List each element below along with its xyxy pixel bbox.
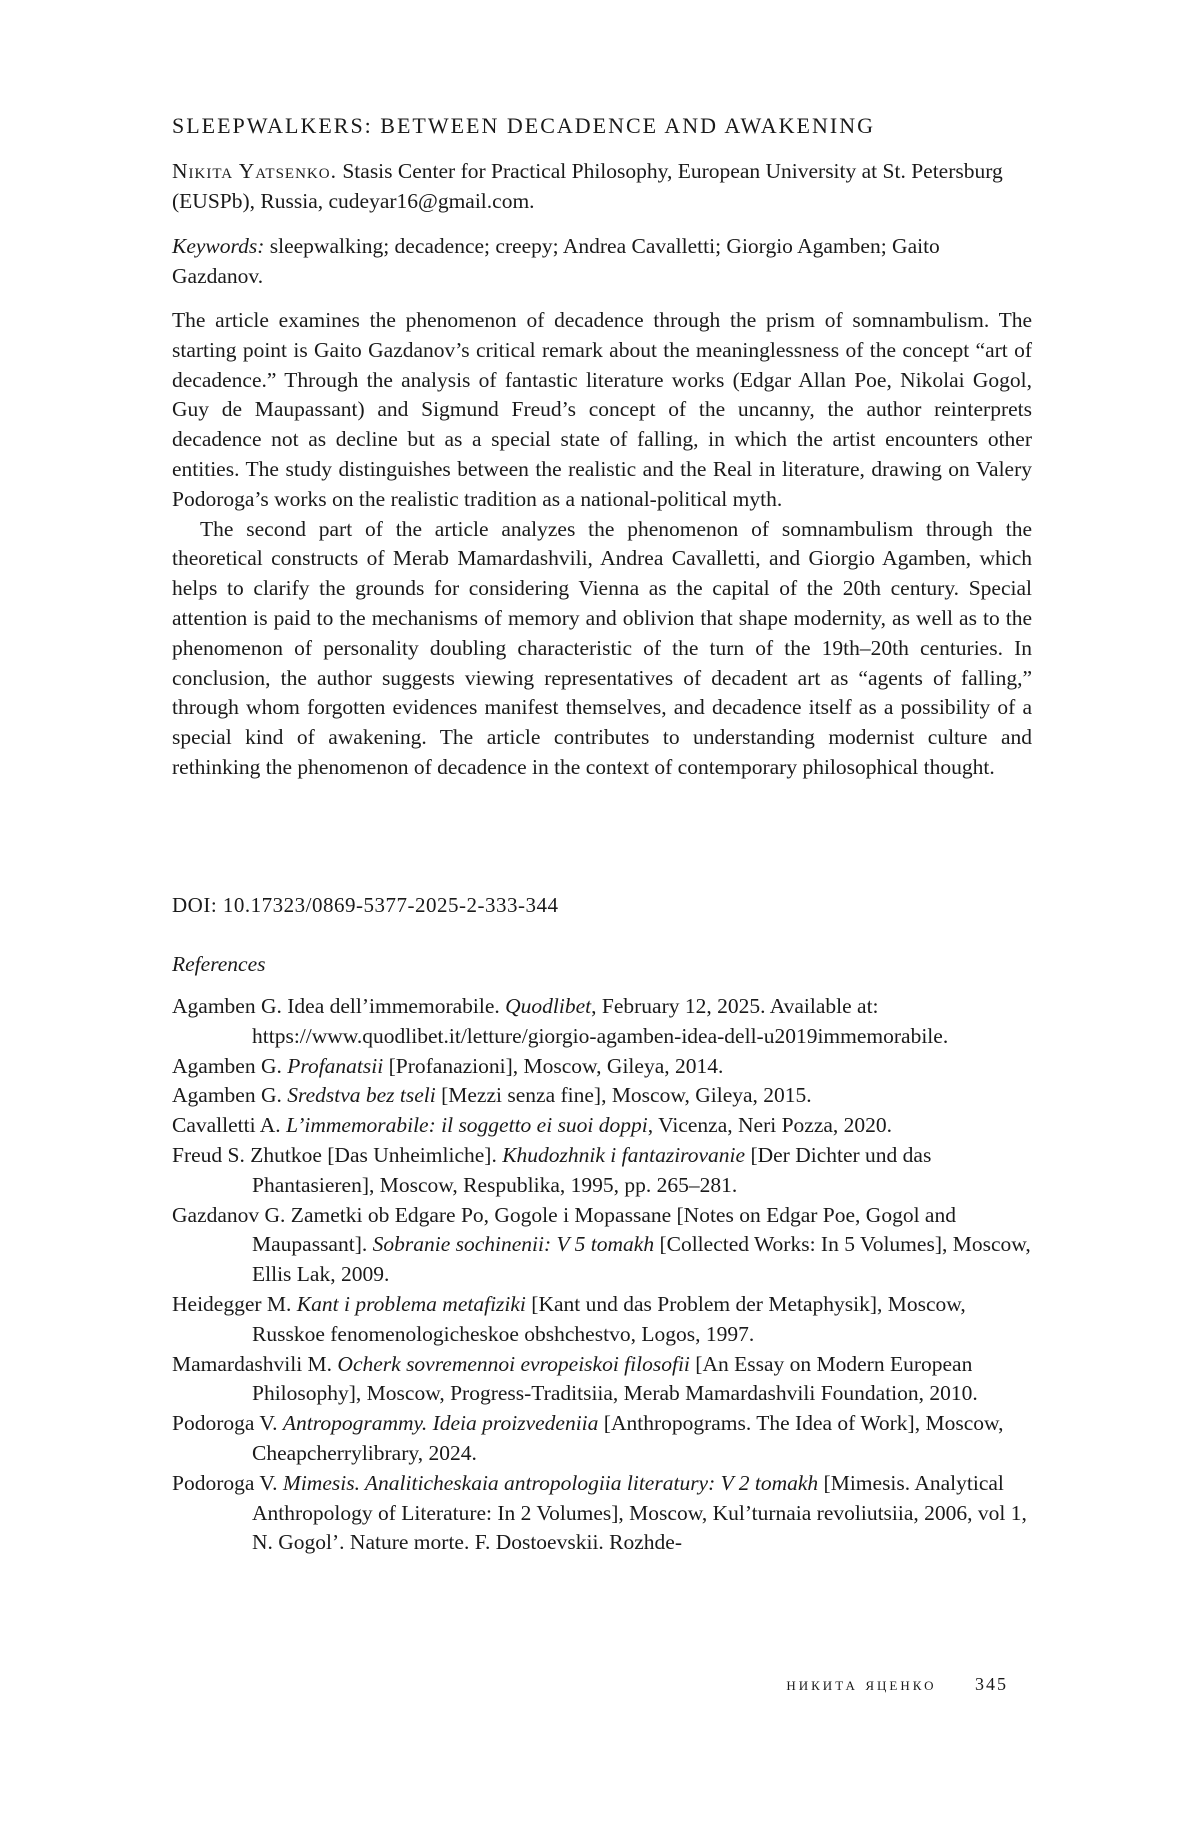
author-affiliation: Stasis Center for Practical Philosophy, European University at St. Petersburg (EUSPb), Russia, cudeyar16@gmail.com. bbox=[172, 159, 1003, 213]
keywords-text: sleepwalking; decadence; creepy; Andrea Cavalletti; Giorgio Agamben; Gaito Gazdanov. bbox=[172, 234, 940, 288]
reference-item: Mamardashvili M. Ocherk sovremennoi evropeiskoi filosofii [An Essay on Modern European Philosophy], Moscow, Progress-Traditsiia, Merab Mamardashvili Foundation, 2010. bbox=[172, 1351, 978, 1406]
reference-item: Agamben G. Sredstva bez tseli [Mezzi senza fine], Moscow, Gileya, 2015. bbox=[172, 1083, 812, 1108]
reference-item: Agamben G. Profanatsii [Profanazioni], Moscow, Gileya, 2014. bbox=[172, 1053, 724, 1078]
reference-item: Podoroga V. Mimesis. Analiticheskaia antropologiia literatury: V 2 tomakh [Mimesis. Analytical Anthropology of Literature: In 2 Volumes], Moscow, Kul’turnaia revoliutsiia, 2006, vol 1, N. Gogol’. Nature morte. F. Dostoevskii. Rozhde- bbox=[172, 1470, 1027, 1555]
abstract-paragraph: The second part of the article analyzes the phenomenon of somnambulism through the theoretical constructs of Merab Mamardashvili, Andrea Cavalletti, and Giorgio Agamben, which helps to clarify the grounds for considering Vienna as the capital of the 20th century. Special attention is paid to the mechanisms of memory and oblivion that shape modernity, as well as to the phenomenon of personality doubling characteristic of the turn of the 19th–20th centuries. In conclusion, the author suggests viewing representatives of decadent art as “agents of falling,” through whom forgotten evidences manifest themselves, and decadence itself as a possibility of a special kind of awakening. The article contributes to understanding modernist culture and rethinking the phenomenon of decadence in the context of contemporary philosophical thought. bbox=[172, 516, 1032, 779]
abstract-paragraph: The article examines the phenomenon of decadence through the prism of somnambulism. The starting point is Gaito Gazdanov’s critical remark about the meaninglessness of the concept “art of decadence.” Through the analysis of fantastic literature works (Edgar Allan Poe, Nikolai Gogol, Guy de Maupassant) and Sigmund Freud’s concept of the uncanny, the author reinterprets decadence not as decline but as a special state of falling, in which the artist encounters other entities. The study distinguishes between the realistic and the Real in literature, drawing on Valery Podoroga’s works on the realistic tradition as a national-political myth. bbox=[172, 308, 1032, 511]
reference-item: Cavalletti A. L’immemorabile: il soggetto ei suoi doppi, Vicenza, Neri Pozza, 2020. bbox=[172, 1113, 893, 1138]
reference-item: Podoroga V. Antropogrammy. Ideia proizvedeniia [Anthropograms. The Idea of Work], Moscow, Cheapcherrylibrary, 2024. bbox=[172, 1411, 1004, 1465]
reference-item: Heidegger M. Kant i problema metafiziki [Kant und das Problem der Metaphysik], Moscow, Russkoe fenomenologicheskoe obshchestvo, Logos, 1997. bbox=[172, 1291, 966, 1346]
page-footer bbox=[548, 1672, 1008, 1696]
abstract bbox=[172, 306, 1032, 783]
reference-item: Agamben G. Idea dell’immemorabile. Quodlibet, February 12, 2025. Available at: https://www.quodlibet.it/letture/giorgio-agamben-idea-dell-u2019immemorabile. bbox=[172, 994, 949, 1048]
page-number: 345 bbox=[975, 1674, 1008, 1694]
running-head: никита яценко bbox=[786, 1674, 937, 1694]
article-title: SLEEPWALKERS: BETWEEN DECADENCE AND AWAKENING bbox=[172, 113, 875, 138]
reference-item: Freud S. Zhutkoe [Das Unheimliche]. Khudozhnik i fantazirovanie [Der Dichter und das Phantasieren], Moscow, Respublika, 1995, pp. 265–281. bbox=[172, 1142, 932, 1197]
author-block bbox=[172, 156, 1032, 216]
keywords-label: Keywords: bbox=[172, 234, 265, 258]
reference-item: Gazdanov G. Zametki ob Edgare Po, Gogole i Mopassane [Notes on Edgar Poe, Gogol and Maupassant]. Sobranie sochinenii: V 5 tomakh [Collected Works: In 5 Volumes], Moscow, Ellis Lak, 2009. bbox=[172, 1202, 1031, 1287]
author-name: Nikita Yatsenko. bbox=[172, 159, 337, 183]
references-heading: References bbox=[172, 952, 266, 976]
doi: DOI: 10.17323/0869-5377-2025-2-333-344 bbox=[172, 893, 559, 917]
references-list bbox=[172, 992, 1032, 1558]
keywords bbox=[172, 231, 1032, 291]
